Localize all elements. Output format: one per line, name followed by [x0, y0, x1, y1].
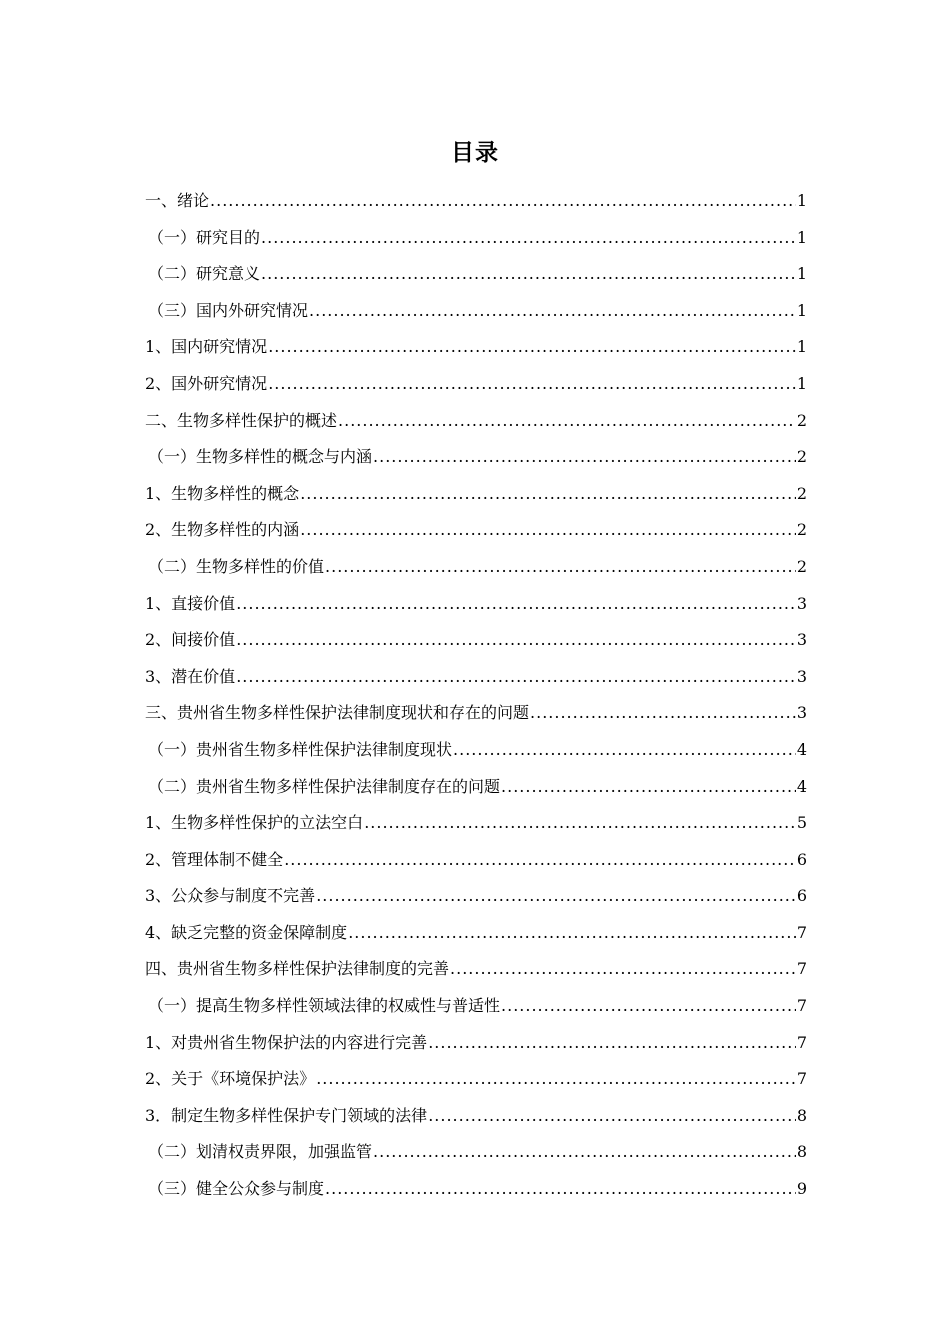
- toc-dot-leader: [236, 625, 796, 655]
- toc-entry-text: 2、管理体制不健全: [145, 849, 284, 869]
- toc-page-number: 1: [796, 227, 807, 247]
- toc-dot-leader: [450, 954, 796, 984]
- toc-dot-leader: [373, 1137, 796, 1167]
- toc-page-number: 7: [796, 996, 807, 1016]
- toc-dot-leader: [210, 186, 796, 216]
- toc-page-number: 7: [796, 959, 807, 979]
- toc-dot-leader: [338, 406, 796, 436]
- toc-entry-text: 4、缺乏完整的资金保障制度: [145, 922, 348, 942]
- toc-entry[interactable]: [145, 1064, 807, 1101]
- toc-dot-leader: [236, 589, 796, 619]
- toc-page-number: 7: [796, 922, 807, 942]
- toc-entry[interactable]: [145, 1101, 807, 1138]
- toc-dot-leader: [348, 918, 796, 948]
- toc-entry-text: （三）健全公众参与制度: [148, 1179, 325, 1199]
- toc-entry[interactable]: [145, 332, 807, 369]
- toc-entry[interactable]: [145, 625, 807, 662]
- toc-entry-text: 3．制定生物多样性保护专门领域的法律: [145, 1105, 428, 1125]
- toc-page-number: 4: [796, 739, 807, 759]
- toc-entry-text: （三）国内外研究情况: [148, 300, 309, 320]
- toc-page-number: 2: [796, 520, 807, 540]
- toc-dot-leader: [309, 296, 796, 326]
- toc-page-number: 3: [796, 703, 807, 723]
- toc-dot-leader: [501, 772, 796, 802]
- toc-dot-leader: [325, 552, 796, 582]
- toc-entry-text: 2、关于《环境保护法》: [145, 1069, 316, 1089]
- toc-entry-text: 1、对贵州省生物保护法的内容进行完善: [145, 1032, 428, 1052]
- toc-dot-leader: [325, 1174, 796, 1204]
- toc-entry[interactable]: [145, 698, 807, 735]
- toc-page-number: 3: [796, 593, 807, 613]
- toc-page-number: 3: [796, 630, 807, 650]
- toc-entry[interactable]: [145, 954, 807, 991]
- toc-entry[interactable]: [145, 881, 807, 918]
- toc-entry-text: 1、生物多样性的概念: [145, 483, 300, 503]
- toc-entry[interactable]: [145, 515, 807, 552]
- toc-dot-leader: [530, 698, 796, 728]
- toc-entry-text: 二、生物多样性保护的概述: [145, 410, 338, 430]
- toc-dot-leader: [428, 1101, 796, 1131]
- toc-entry-text: 三、贵州省生物多样性保护法律制度现状和存在的问题: [145, 703, 530, 723]
- toc-entry[interactable]: [145, 991, 807, 1028]
- toc-entry-text: 2、国外研究情况: [145, 373, 268, 393]
- toc-dot-leader: [236, 662, 796, 692]
- toc-dot-leader: [300, 479, 796, 509]
- toc-page-number: 4: [796, 776, 807, 796]
- toc-entry[interactable]: [145, 735, 807, 772]
- toc-entry[interactable]: [145, 808, 807, 845]
- toc-entry[interactable]: [145, 552, 807, 589]
- toc-entry[interactable]: [145, 1028, 807, 1065]
- toc-entry-text: （二）生物多样性的价值: [148, 556, 325, 576]
- toc-entry-text: （二）贵州省生物多样性保护法律制度存在的问题: [148, 776, 501, 796]
- toc-dot-leader: [284, 845, 796, 875]
- toc-entry[interactable]: [145, 406, 807, 443]
- toc-entry-text: 3、公众参与制度不完善: [145, 886, 316, 906]
- toc-dot-leader: [316, 1064, 796, 1094]
- toc-page-number: 1: [796, 264, 807, 284]
- toc-page-number: 1: [796, 337, 807, 357]
- toc-entry-text: 四、贵州省生物多样性保护法律制度的完善: [145, 959, 450, 979]
- toc-dot-leader: [268, 369, 796, 399]
- toc-entry-text: 2、生物多样性的内涵: [145, 520, 300, 540]
- toc-entry[interactable]: [145, 845, 807, 882]
- toc-dot-leader: [261, 259, 796, 289]
- toc-entry[interactable]: [145, 186, 807, 223]
- toc-page-number: 2: [796, 483, 807, 503]
- toc-page-number: 8: [796, 1105, 807, 1125]
- toc-entry[interactable]: [145, 918, 807, 955]
- toc-page-number: 7: [796, 1069, 807, 1089]
- toc-entry[interactable]: [145, 1137, 807, 1174]
- toc-page-number: 1: [796, 373, 807, 393]
- toc-page-number: 2: [796, 410, 807, 430]
- toc-entry[interactable]: [145, 479, 807, 516]
- toc-dot-leader: [428, 1028, 796, 1058]
- toc-entry[interactable]: [145, 296, 807, 333]
- toc-page-number: 3: [796, 666, 807, 686]
- toc-entry-text: 1、直接价值: [145, 593, 236, 613]
- toc-entry-text: 1、生物多样性保护的立法空白: [145, 813, 364, 833]
- toc-entry[interactable]: [145, 223, 807, 260]
- toc-page-number: 6: [796, 886, 807, 906]
- toc-dot-leader: [261, 223, 796, 253]
- toc-dot-leader: [300, 515, 796, 545]
- toc-dot-leader: [501, 991, 796, 1021]
- toc-dot-leader: [453, 735, 796, 765]
- toc-page-number: 5: [796, 813, 807, 833]
- toc-entry[interactable]: [145, 772, 807, 809]
- toc-entry[interactable]: [145, 259, 807, 296]
- toc-page-number: 1: [796, 191, 807, 210]
- toc-entry-text: 3、潜在价值: [145, 666, 236, 686]
- toc-page-number: 8: [796, 1142, 807, 1162]
- toc-entry[interactable]: [145, 369, 807, 406]
- toc-page-number: 2: [796, 556, 807, 576]
- toc-page-number: 6: [796, 849, 807, 869]
- toc-dot-leader: [373, 442, 796, 472]
- toc-dot-leader: [268, 332, 796, 362]
- toc-page-number: 2: [796, 447, 807, 467]
- toc-entry-text: 一、绪论: [145, 191, 210, 210]
- toc-entry-text: （一）提高生物多样性领域法律的权威性与普适性: [148, 996, 501, 1016]
- table-of-contents: [145, 186, 807, 1211]
- toc-dot-leader: [316, 881, 796, 911]
- toc-entry-text: （二）划清权责界限，加强监管: [148, 1142, 373, 1162]
- toc-entry-text: 2、间接价值: [145, 630, 236, 650]
- toc-entry-text: （二）研究意义: [148, 264, 261, 284]
- toc-entry[interactable]: [145, 442, 807, 479]
- toc-entry[interactable]: [145, 589, 807, 626]
- toc-entry[interactable]: [145, 1174, 807, 1211]
- toc-page-number: 7: [796, 1032, 807, 1052]
- toc-entry-text: （一）研究目的: [148, 227, 261, 247]
- toc-entry-text: （一）贵州省生物多样性保护法律制度现状: [148, 739, 453, 759]
- toc-dot-leader: [364, 808, 796, 838]
- toc-page-number: 1: [796, 300, 807, 320]
- toc-entry[interactable]: [145, 662, 807, 699]
- toc-page-number: 9: [796, 1179, 807, 1199]
- toc-entry-text: （一）生物多样性的概念与内涵: [148, 447, 373, 467]
- page-title: 目录: [451, 140, 499, 166]
- toc-entry-text: 1、国内研究情况: [145, 337, 268, 357]
